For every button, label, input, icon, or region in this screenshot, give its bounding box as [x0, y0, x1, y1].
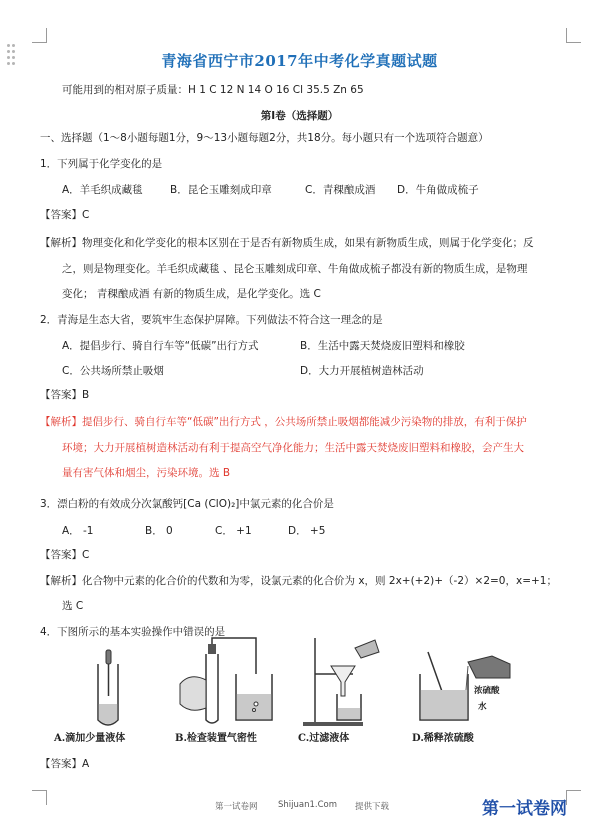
option-d: D． +5 — [288, 525, 326, 537]
figure-dropper — [60, 634, 150, 729]
analysis-line: 之，则是物理变化。羊毛织成藏毯 、昆仑玉雕刻成印章、牛角做成梳子都没有新的物质生成，是物理 — [62, 263, 528, 275]
analysis-line: 【解析】提倡步行、骑自行车等“低碳”出行方式 ，公共场所禁止吸烟都能减少污染物的排放，有利于保护 — [40, 416, 527, 428]
brand-logo: 第一试卷网 — [482, 799, 567, 819]
label-water: 水 — [478, 702, 487, 712]
caption-c: C.过滤液体 — [298, 733, 350, 744]
analysis-line: 选 C — [62, 600, 84, 612]
caption-d: D.稀释浓硫酸 — [412, 733, 474, 744]
experiment-figures — [40, 634, 510, 754]
page-corner-mark — [32, 28, 47, 43]
document-title: 青海省西宁市2017年中考化学真题试题 — [161, 52, 438, 70]
answer-label: 【答案】C — [40, 209, 90, 221]
option-a: A． -1 — [62, 525, 94, 537]
page-corner-mark — [566, 28, 581, 43]
question-stem: 2．青海是生态大省，要筑牢生态保护屏障。下列做法不符合这一理念的是 — [40, 314, 383, 326]
page-corner-mark — [32, 790, 47, 805]
question-stem: 3．漂白粉的有效成分次氯酸钙[Ca (ClO)₂]中氯元素的化合价是 — [40, 498, 334, 510]
analysis-line: 环境；大力开展植树造林活动有利于提高空气净化能力；生活中露天焚烧废旧塑料和橡胶，会产生大 — [62, 442, 524, 454]
analysis-line: 【解析】化合物中元素的化合价的代数和为零，设氯元素的化合价为 x，则 2x+(+2)+（-2）×2=0，x=+1； — [40, 575, 557, 587]
answer-label: 【答案】C — [40, 549, 90, 561]
label-concentrated-acid: 浓硫酸 — [474, 686, 500, 696]
atomic-mass-line: 可能用到的相对原子质量：H 1 C 12 N 14 O 16 Cl 35.5 Zn 65 — [62, 84, 364, 96]
question-stem: 1．下列属于化学变化的是 — [40, 158, 163, 170]
option-b: B．昆仑玉雕刻成印章 — [170, 184, 272, 196]
caption-a: A.滴加少量液体 — [54, 733, 126, 744]
option-d: D．大力开展植树造林活动 — [300, 365, 424, 377]
question-stem: 4．下图所示的基本实验操作中错误的是 — [40, 626, 226, 638]
option-a: A．提倡步行、骑自行车等“低碳”出行方式 — [62, 340, 259, 352]
footer-url[interactable]: Shijuan1.Com — [278, 800, 338, 810]
option-c: C．青稞酿成酒 — [305, 184, 376, 196]
footer-site-name: 第一试卷网 — [215, 802, 258, 812]
option-a: A．羊毛织成藏毯 — [62, 184, 143, 196]
option-d: D．牛角做成梳子 — [397, 184, 479, 196]
figure-filtration — [295, 634, 395, 729]
page-corner-mark — [566, 790, 581, 805]
analysis-line: 量有害气体和烟尘，污染环境。选 B — [62, 467, 231, 479]
section-header: 第Ⅰ卷（选择题） — [260, 110, 339, 122]
caption-b: B.检查装置气密性 — [175, 733, 257, 744]
footer-provider: 提供下载 — [355, 802, 390, 812]
section-intro: 一、选择题（1～8小题每题1分，9～13小题每题2分，共18分。每小题只有一个选项符合题意） — [40, 132, 489, 144]
option-c: C． +1 — [215, 525, 252, 537]
analysis-line: 变化； 青稞酿成酒 有新的物质生成，是化学变化。选 C — [62, 288, 321, 300]
figure-airtightness — [168, 634, 278, 729]
option-c: C．公共场所禁止吸烟 — [62, 365, 164, 377]
analysis-line: 【解析】物理变化和化学变化的根本区别在于是否有新物质生成，如果有新物质生成，则属于化学变化；反 — [40, 237, 534, 249]
option-b: B．生活中露天焚烧废旧塑料和橡胶 — [300, 340, 465, 352]
figure-dilution — [410, 634, 520, 729]
option-b: B． 0 — [145, 525, 173, 537]
answer-label: 【答案】B — [40, 389, 90, 401]
answer-label: 【答案】A — [40, 758, 90, 770]
